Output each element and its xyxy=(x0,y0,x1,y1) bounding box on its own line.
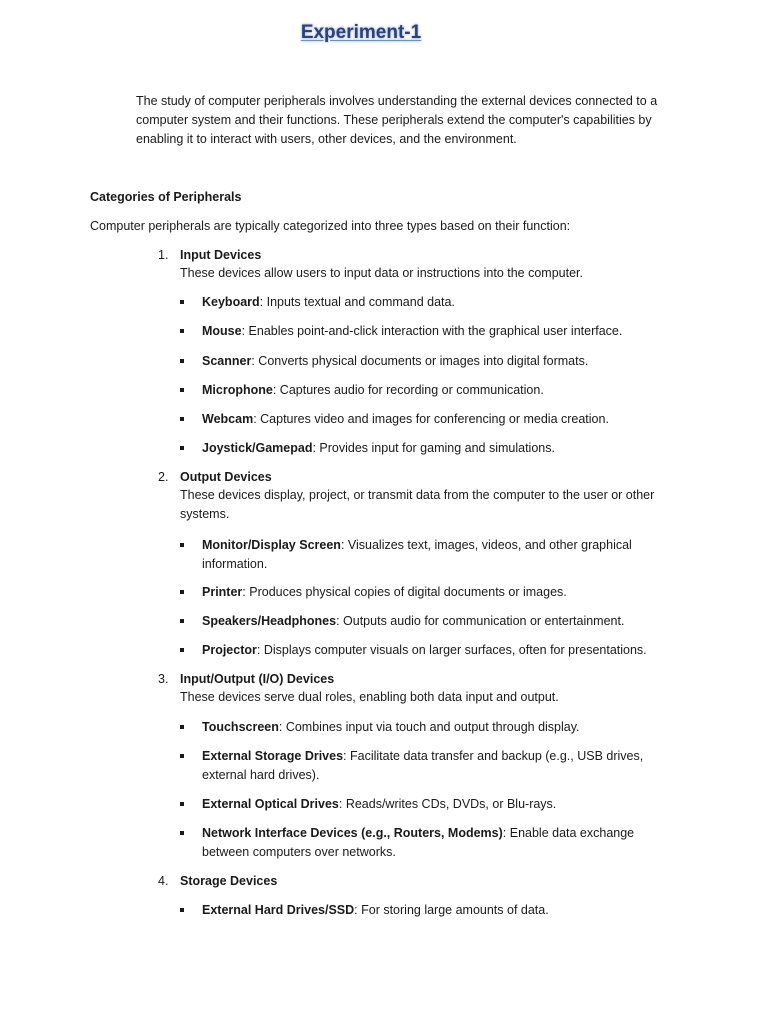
item-name: Keyboard xyxy=(202,295,260,309)
category-title: Input/Output (I/O) Devices xyxy=(180,672,335,686)
item-description: : Produces physical copies of digital documents or images. xyxy=(242,585,567,599)
list-item xyxy=(202,439,662,458)
item-description: : Combines input via touch and output through display. xyxy=(278,720,580,734)
square-bullet-icon xyxy=(180,725,184,729)
square-bullet-icon xyxy=(180,329,184,333)
square-bullet-icon xyxy=(180,446,184,450)
item-description: : Facilitate data transfer and backup (e.g., USB drives, external hard drives). xyxy=(202,749,644,782)
item-description: : Inputs textual and command data. xyxy=(259,295,455,309)
list-item xyxy=(202,795,662,814)
item-name: Joystick/Gamepad xyxy=(202,441,313,455)
list-item xyxy=(202,293,662,312)
category-description: These devices display, project, or transmit data from the computer to the user or other systems. xyxy=(180,488,655,521)
item-description: : For storing large amounts of data. xyxy=(354,903,549,917)
list-item xyxy=(202,352,662,371)
item-description: : Enables point-and-click interaction with the graphical user interface. xyxy=(241,324,623,338)
square-bullet-icon xyxy=(180,359,184,363)
item-name: External Hard Drives/SSD xyxy=(202,903,355,917)
category-number: 2. xyxy=(158,470,169,484)
item-description: : Captures video and images for conferencing or media creation. xyxy=(253,412,609,426)
square-bullet-icon xyxy=(180,417,184,421)
category-number: 1. xyxy=(158,248,169,262)
square-bullet-icon xyxy=(180,619,184,623)
item-name: Microphone xyxy=(202,383,273,397)
item-name: Speakers/Headphones xyxy=(202,614,337,628)
list-item xyxy=(202,612,662,631)
category-number: 3. xyxy=(158,672,169,686)
category-description: These devices allow users to input data or instructions into the computer. xyxy=(180,266,583,280)
square-bullet-icon xyxy=(180,543,184,547)
section-heading: Categories of Peripherals xyxy=(90,190,242,204)
item-name: Mouse xyxy=(202,324,242,338)
item-name: Webcam xyxy=(202,412,254,426)
item-description: : Visualizes text, images, videos, and other graphical information. xyxy=(202,538,632,571)
list-item xyxy=(202,824,662,862)
category-title: Output Devices xyxy=(180,470,272,484)
item-description: : Captures audio for recording or communication. xyxy=(272,383,544,397)
item-description: : Enable data exchange between computers over networks. xyxy=(202,826,635,859)
item-description: : Displays computer visuals on larger surfaces, often for presentations. xyxy=(256,643,647,657)
list-item xyxy=(202,381,662,400)
category-title: Storage Devices xyxy=(180,874,278,888)
list-item xyxy=(202,536,662,574)
item-description: : Outputs audio for communication or entertainment. xyxy=(336,614,625,628)
document-title: Experiment-1 xyxy=(300,22,422,43)
item-description: : Converts physical documents or images into digital formats. xyxy=(251,354,589,368)
list-item xyxy=(202,410,662,429)
category-title: Input Devices xyxy=(180,248,262,262)
item-description: : Provides input for gaming and simulations. xyxy=(312,441,555,455)
item-name: Monitor/Display Screen xyxy=(202,538,341,552)
item-name: Projector xyxy=(202,643,257,657)
square-bullet-icon xyxy=(180,908,184,912)
list-item xyxy=(202,718,662,737)
list-item xyxy=(202,583,662,602)
square-bullet-icon xyxy=(180,754,184,758)
section-intro: Computer peripherals are typically categorized into three types based on their function: xyxy=(90,219,571,233)
category-number: 4. xyxy=(158,874,169,888)
item-description: : Reads/writes CDs, DVDs, or Blu-rays. xyxy=(338,797,557,811)
item-name: Network Interface Devices (e.g., Routers, Modems) xyxy=(202,826,503,840)
square-bullet-icon xyxy=(180,388,184,392)
square-bullet-icon xyxy=(180,300,184,304)
square-bullet-icon xyxy=(180,648,184,652)
category-description: These devices serve dual roles, enabling both data input and output. xyxy=(180,690,559,704)
item-name: Printer xyxy=(202,585,243,599)
item-name: Scanner xyxy=(202,354,252,368)
square-bullet-icon xyxy=(180,590,184,594)
item-name: External Optical Drives xyxy=(202,797,339,811)
intro-paragraph: The study of computer peripherals involves understanding the external devices connected to a computer system and their functions. These peripherals extend the computer's capabilities by enabling it to interact with users, other devices, and the environment. xyxy=(136,94,658,146)
list-item xyxy=(202,747,662,785)
square-bullet-icon xyxy=(180,802,184,806)
list-item xyxy=(202,901,662,920)
square-bullet-icon xyxy=(180,831,184,835)
item-name: Touchscreen xyxy=(202,720,279,734)
list-item xyxy=(202,322,662,341)
item-name: External Storage Drives xyxy=(202,749,344,763)
list-item xyxy=(202,641,662,660)
